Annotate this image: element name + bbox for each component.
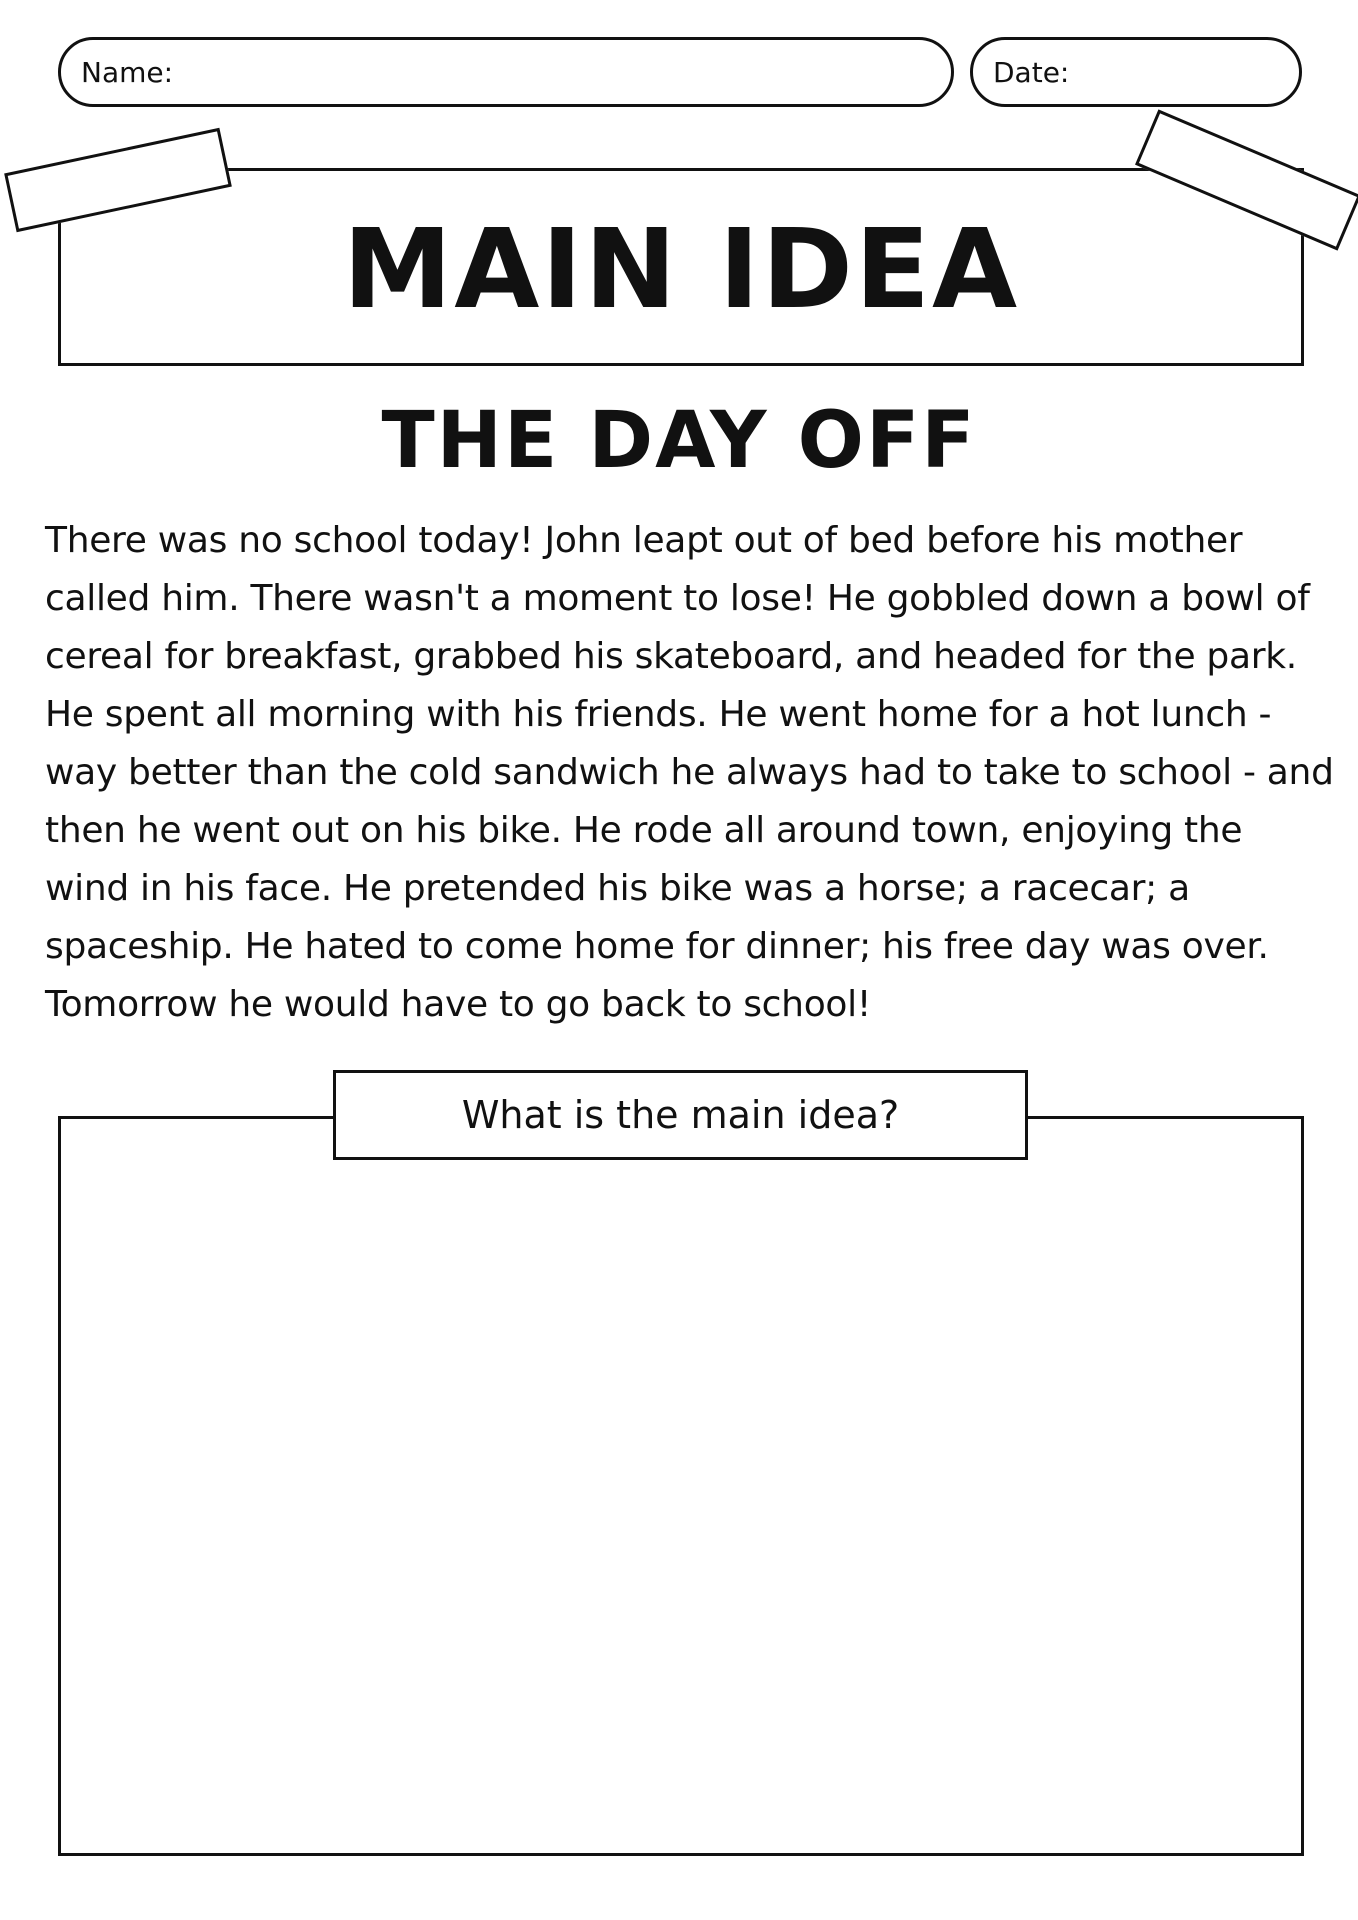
name-label: Name: <box>81 55 174 89</box>
story-text: There was no school today! John leapt out of bed before his mother called him. There wasn't a moment to lose! He gobbled down a bowl of cereal for breakfast, grabbed his skateboard, and headed for the park. He spent all morning with his friends. He went home for a hot lunch - way better than the cold sandwich he always had to take to school - and then he went out on his bike. He rode all around town, enjoying the wind in his face. He pretended his bike was a horse; a racecar; a spaceship. He hated to come home for dinner; his free day was over. Tomorrow he would have to go back to school! <box>45 520 1334 1025</box>
answer-area[interactable] <box>58 1116 1304 1856</box>
title-banner <box>58 168 1304 366</box>
question-label: What is the main idea? <box>461 1093 900 1137</box>
question-label-box <box>333 1070 1028 1160</box>
name-field[interactable] <box>58 37 954 107</box>
date-label: Date: <box>993 55 1070 89</box>
story-title: THE DAY OFF <box>381 396 977 486</box>
page-title: MAIN IDEA <box>342 205 1020 333</box>
date-field[interactable] <box>970 37 1302 107</box>
